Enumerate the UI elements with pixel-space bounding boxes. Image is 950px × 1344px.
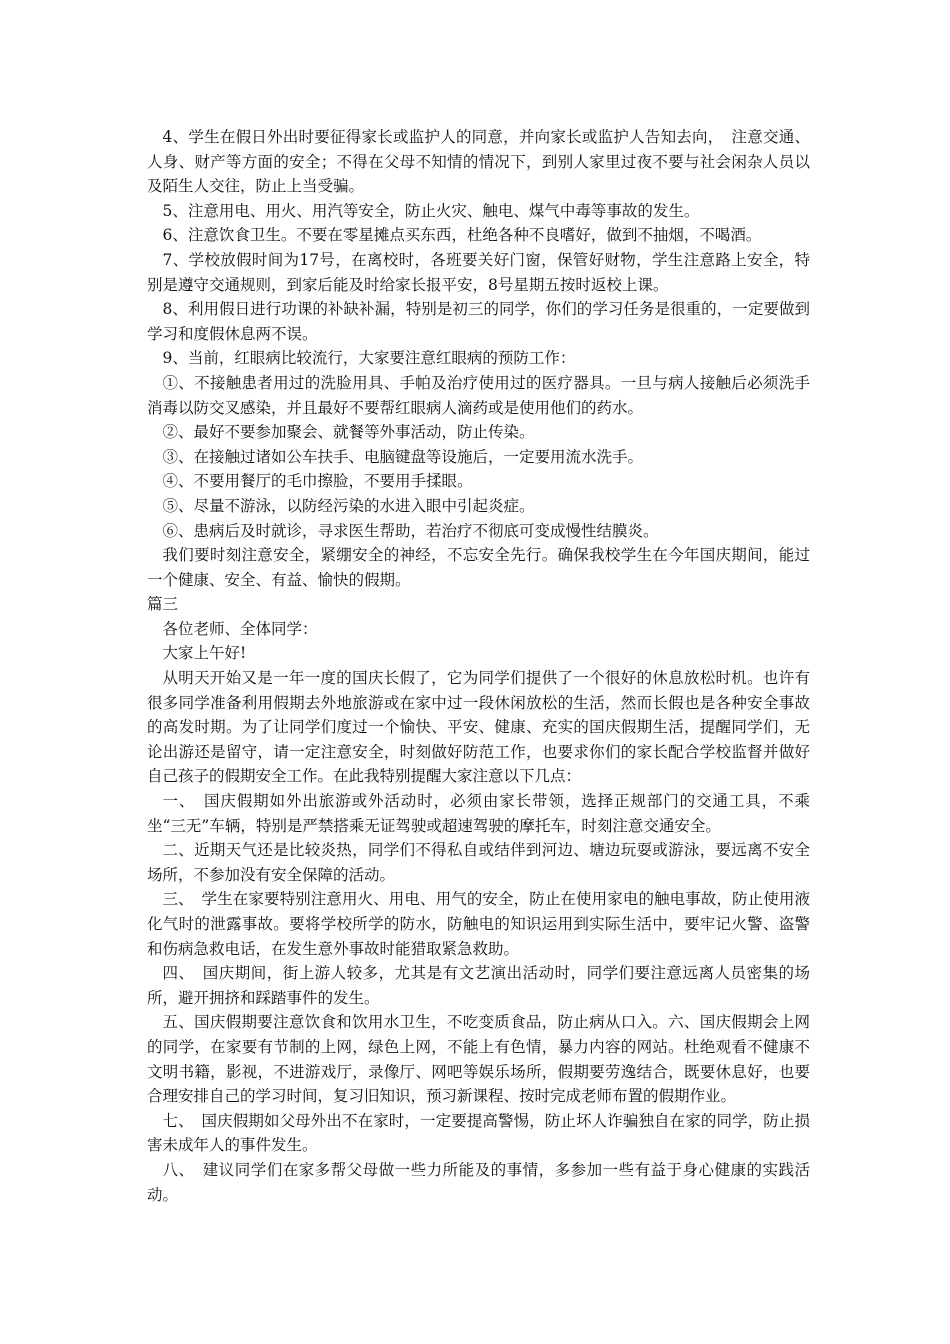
greeting: 大家上午好! xyxy=(162,644,247,663)
point-3: 三、 学生在家要特别注意用火、用电、用气的安全，防止在使用家电的触电事故，防止使用液化气时的泄露事故。要将学校所学的防水，防触电的知识运用到实际生活中，要牢记火警、盗警和伤病急救电话，在发生意外事故时能猎取紧急救助。 xyxy=(147,890,810,958)
point-8: 八、 建议同学们在家多帮父母做一些力所能及的事情，多参加一些有益于身心健康的实践活动。 xyxy=(147,1160,810,1204)
paragraph-subitem-2: ②、最好不要参加聚会、就餐等外事活动，防止传染。 xyxy=(162,423,535,442)
document-page xyxy=(147,125,810,1207)
paragraph-subitem-5: ⑤、尽量不游泳，以防经污染的水进入眼中引起炎症。 xyxy=(162,496,535,515)
paragraph-item-4: 4、学生在假日外出时要征得家长或监护人的同意，并向家长或监护人告知去向， 注意交通、人身、财产等方面的安全；不得在父母不知情的情况下，到别人家里过夜不要与社会闲杂人员以及陌生人交往，防止上当受骗。 xyxy=(147,128,810,196)
paragraph-subitem-6: ⑥、患病后及时就诊，寻求医生帮助，若治疗不彻底可变成慢性结膜炎。 xyxy=(162,521,659,540)
point-5-6: 五、国庆假期要注意饮食和饮用水卫生，不吃变质食品，防止病从口入。六、国庆假期会上网的同学，在家要有节制的上网，绿色上网，不能上有色情，暴力内容的网站。杜绝观看不健康不文明书籍，影视，不进游戏厅，录像厅、网吧等娱乐场所，假期要劳逸结合，既要休息好，也要合理安排自己的学习时间，复习旧知识，预习新课程、按时完成老师布置的假期作业。 xyxy=(147,1013,810,1106)
point-4: 四、 国庆期间，街上游人较多，尤其是有文艺演出活动时，同学们要注意远离人员密集的场所，避开拥挤和踩踏事件的发生。 xyxy=(147,964,810,1007)
salutation: 各位老师、全体同学： xyxy=(162,619,318,638)
paragraph-item-9: 9、当前，红眼病比较流行，大家要注意红眼病的预防工作： xyxy=(162,349,576,368)
point-2: 二、近期天气还是比较炎热，同学们不得私自或结伴到河边、塘边玩耍或游泳，要远离不安全场所，不参加没有安全保障的活动。 xyxy=(147,841,810,884)
paragraph-item-6: 6、注意饮食卫生。不要在零星摊点买东西，杜绝各种不良嗜好，做到不抽烟，不喝酒。 xyxy=(162,226,762,245)
paragraph-item-8: 8、利用假日进行功课的补缺补漏，特别是初三的同学，你们的学习任务是很重的，一定要做到学习和度假休息两不误。 xyxy=(147,300,810,343)
point-1: 一、 国庆假期如外出旅游或外活动时，必须由家长带领，选择正规部门的交通工具，不乘坐“三无”车辆，特别是严禁搭乘无证驾驶或超速驾驶的摩托车，时刻注意交通安全。 xyxy=(147,792,810,835)
paragraph-item-5: 5、注意用电、用火、用汽等安全，防止火灾、触电、煤气中毒等事故的发生。 xyxy=(162,201,700,220)
intro-paragraph: 从明天开始又是一年一度的国庆长假了，它为同学们提供了一个很好的休息放松时机。也许有很多同学准备利用假期去外地旅游或在家中过一段休闲放松的生活，然而长假也是各种安全事故的高发时期。为了让同学们度过一个愉快、平安、健康、充实的国庆假期生活，提醒同学们，无论出游还是留守，请一定注意安全，时刻做好防范工作，也要求你们的家长配合学校监督并做好自己孩子的假期安全工作。在此我特别提醒大家注意以下几点： xyxy=(147,669,810,786)
paragraph-item-7: 7、学校放假时间为17号，在离校时，各班要关好门窗，保管好财物，学生注意路上安全，特别是遵守交通规则，到家后能及时给家长报平安，8号星期五按时返校上课。 xyxy=(147,250,810,294)
paragraph-subitem-3: ③、在接触过诸如公车扶手、电脑键盘等设施后，一定要用流水洗手。 xyxy=(162,447,644,466)
paragraph-closing: 我们要时刻注意安全，紧绷安全的神经，不忘安全先行。确保我校学生在今年国庆期间，能过一个健康、安全、有益、愉快的假期。 xyxy=(147,546,810,589)
paragraph-subitem-1: ①、不接触患者用过的洗脸用具、手帕及治疗使用过的医疗器具。一旦与病人接触后必须洗手消毒以防交叉感染，并且最好不要帮红眼病人滴药或是使用他们的药水。 xyxy=(147,373,810,417)
paragraph-subitem-4: ④、不要用餐厅的毛巾擦脸，不要用手揉眼。 xyxy=(162,472,473,491)
point-7: 七、 国庆假期如父母外出不在家时，一定要提高警惕，防止坏人诈骗独自在家的同学，防止损害未成年人的事件发生。 xyxy=(147,1111,810,1155)
section-heading: 篇三 xyxy=(147,595,179,614)
